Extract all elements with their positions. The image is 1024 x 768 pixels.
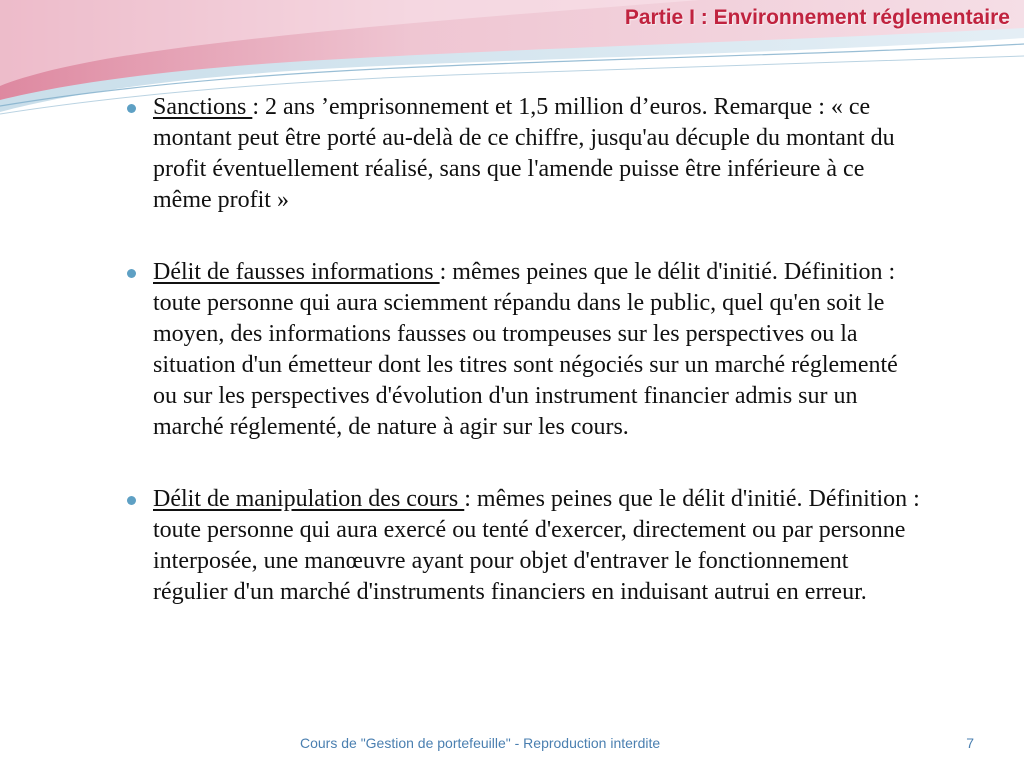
- bullet-sanctions: [126, 92, 926, 216]
- bullet-text: : mêmes peines que le délit d'initié. Définition : toute personne qui aura exercé ou tenté d'exercer, directement ou par personne interposée, une manœuvre ayant pour objet d'entraver le fonctionnement régulier d'un marché d'instruments financiers en induisant autrui en erreur.: [153, 486, 920, 605]
- bullet-dot-icon: [127, 104, 136, 113]
- bullet-text: : mêmes peines que le délit d'initié. Définition : toute personne qui aura sciemment répandu dans le public, quel qu'en soit le moyen, des informations fausses ou trompeuses sur les perspectives ou la situation d'un émetteur dont les titres sont négociés sur un marché réglementé ou sur les perspectives d'évolution d'un instrument financier admis sur un marché réglementé, de nature à agir sur les cours.: [153, 259, 898, 440]
- bullet-term: Sanctions: [153, 94, 253, 120]
- bullet-text: : 2 ans ’emprisonnement et 1,5 million d’euros. Remarque : « ce montant peut être porté au-delà de ce chiffre, jusqu'au décuple du montant du profit éventuellement réalisé, sans que l'amende puisse être inférieure à ce même profit »: [153, 94, 895, 213]
- bullet-list: [126, 92, 926, 649]
- bullet-term: Délit de manipulation des cours: [153, 486, 465, 512]
- bullet-manipulation-cours: [126, 484, 926, 608]
- footer: [0, 735, 1024, 755]
- bullet-dot-icon: [127, 496, 136, 505]
- bullet-dot-icon: [127, 269, 136, 278]
- page-number: 7: [966, 735, 974, 751]
- slide-title: Partie I : Environnement réglementaire: [624, 6, 1010, 29]
- bullet-fausses-informations: [126, 257, 926, 443]
- bullet-term: Délit de fausses informations: [153, 259, 440, 285]
- footer-text: Cours de "Gestion de portefeuille" - Reproduction interdite: [300, 735, 661, 751]
